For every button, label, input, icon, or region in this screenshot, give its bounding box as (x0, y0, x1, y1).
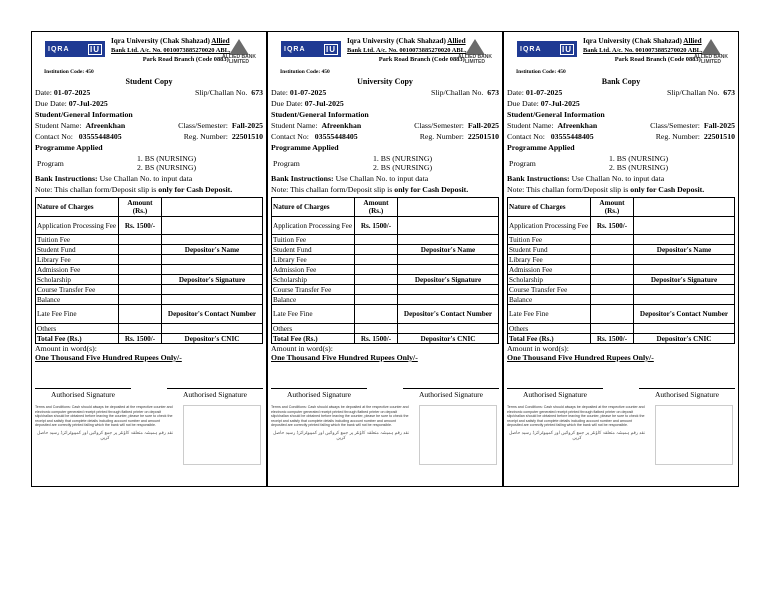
fee-name: Application Processing Fee (272, 217, 355, 235)
depositor-name-label: Depositor's Name (634, 245, 735, 255)
institution-code: Institution Code: 450 (516, 69, 566, 75)
fee-name: Student Fund (508, 245, 591, 255)
table-row (36, 235, 263, 245)
name-value: Afreenkhan (557, 121, 598, 130)
header-charges: Nature of Charges (508, 198, 591, 217)
allied-suffix: Allied (447, 37, 466, 45)
fee-name: Balance (36, 295, 119, 305)
iqra-university-logo (281, 41, 341, 57)
due-row (271, 98, 499, 109)
total-label: Total Fee (Rs.) (272, 334, 355, 344)
contact-label: Contact No: (271, 132, 309, 141)
fee-name: Course Transfer Fee (272, 285, 355, 295)
challan-copy (503, 31, 739, 487)
programme-title: Programme Applied (507, 143, 575, 152)
table-row (272, 275, 499, 285)
fee-amount: Rs. 1500/- (355, 217, 398, 235)
challan-header (507, 35, 735, 69)
table-row (36, 324, 263, 334)
fee-amount: Rs. 1500/- (119, 217, 162, 235)
fee-table (507, 197, 735, 344)
words-label: Amount in word(s): (271, 344, 333, 353)
allied-bank-name: ALLIED BANK LIMITED (458, 54, 492, 65)
class-label: Class/Semester: (650, 121, 700, 130)
table-row (272, 255, 499, 265)
table-row (272, 265, 499, 275)
total-amount: Rs. 1500/- (119, 334, 162, 344)
fee-table (35, 197, 263, 344)
fee-name: Late Fee Fine (36, 305, 119, 324)
contact-row (35, 131, 263, 142)
fee-name: Application Processing Fee (508, 217, 591, 235)
table-row (508, 235, 735, 245)
date-value: 01-07-2025 (289, 88, 327, 97)
table-row (508, 255, 735, 265)
challan-header (35, 35, 263, 69)
university-name: Iqra University (Chak Shahzad) (583, 37, 682, 45)
table-row (36, 305, 263, 324)
contact-row (271, 131, 499, 142)
class-label: Class/Semester: (178, 121, 228, 130)
iqra-logo-text: IQRA (284, 45, 306, 53)
bank-instructions-text: Use Challan No. to input data (335, 174, 429, 183)
bank-instructions-text: Use Challan No. to input data (571, 174, 665, 183)
institution-code: Institution Code: 450 (44, 69, 94, 75)
bank-instructions-label: Bank Instructions: (271, 174, 334, 183)
words-label: Amount in word(s): (507, 344, 569, 353)
iu-logo-text: IU (562, 44, 572, 54)
date-row (35, 87, 263, 98)
program-option-1: 1. BS (NURSING) (137, 154, 197, 163)
fee-name: Tuition Fee (508, 235, 591, 245)
allied-suffix: Allied (683, 37, 702, 45)
fee-name: Others (508, 324, 591, 334)
challan-sheet (31, 31, 740, 487)
date-label: Date: (271, 88, 288, 97)
name-row (271, 120, 499, 131)
challan-value: 673 (251, 88, 263, 97)
table-row (508, 275, 735, 285)
depositor-contact-label: Depositor's Contact Number (162, 305, 263, 324)
date-row (507, 87, 735, 98)
signature-row (507, 388, 735, 399)
cash-deposit-note (271, 184, 499, 195)
challan-copy (31, 31, 267, 487)
allied-bank-icon (465, 39, 485, 55)
terms-block (35, 405, 263, 465)
table-row (36, 217, 263, 235)
words-value: One Thousand Five Hundred Rupees Only/- (271, 353, 418, 362)
challan-value: 673 (487, 88, 499, 97)
due-row (507, 98, 735, 109)
challan-copy (267, 31, 503, 487)
table-row (36, 275, 263, 285)
fee-name: Others (36, 324, 119, 334)
name-label: Student Name: (35, 121, 82, 130)
header-amount: Amount (Rs.) (119, 198, 162, 217)
reg-value: 22501510 (231, 132, 263, 141)
words-value: One Thousand Five Hundred Rupees Only/- (507, 353, 654, 362)
challan-label: Slip/Challan No. (666, 88, 720, 97)
allied-bank-name: ALLIED BANK LIMITED (222, 54, 256, 65)
student-info-title: Student/General Information (35, 110, 133, 119)
authorised-signature-2: Authorised Signature (403, 388, 499, 399)
terms-text (271, 405, 411, 465)
fee-name: Others (272, 324, 355, 334)
allied-bank-icon (701, 39, 721, 55)
terms-text (35, 405, 175, 465)
copy-type: Student Copy (125, 77, 173, 86)
iu-logo-text: IU (90, 44, 100, 54)
contact-value: 03555448405 (314, 132, 358, 141)
urdu-note: نقد رقم ہمیشہ متعلقہ کاؤنٹر پر جمع کروائیں اور کمپیوٹرائزڈ رسید حاصل کریں (36, 429, 174, 440)
fee-table (271, 197, 499, 344)
table-row (508, 245, 735, 255)
fee-name: Library Fee (36, 255, 119, 265)
total-label: Total Fee (Rs.) (508, 334, 591, 344)
amount-in-words (35, 344, 263, 362)
fee-name: Course Transfer Fee (508, 285, 591, 295)
table-row (272, 235, 499, 245)
header-blank (634, 198, 735, 217)
table-row (508, 295, 735, 305)
terms-block (271, 405, 499, 465)
name-label: Student Name: (271, 121, 318, 130)
fee-table-header (272, 198, 499, 217)
note-bold: only for Cash Deposit. (158, 185, 233, 194)
challan-value: 673 (723, 88, 735, 97)
authorised-signature-1: Authorised Signature (271, 388, 367, 399)
reg-label: Reg. Number: (655, 132, 700, 141)
contact-label: Contact No: (35, 132, 73, 141)
program-row (271, 153, 499, 173)
allied-bank-logo (457, 39, 493, 67)
header-blank (162, 198, 263, 217)
bank-instructions (271, 173, 499, 184)
copy-type: University Copy (357, 77, 413, 86)
name-value: Afreenkhan (321, 121, 362, 130)
table-row (272, 324, 499, 334)
fee-table-header (508, 198, 735, 217)
bank-instructions (35, 173, 263, 184)
authorised-signature-2: Authorised Signature (167, 388, 263, 399)
program-option-2: 2. BS (NURSING) (609, 163, 669, 172)
total-label: Total Fee (Rs.) (36, 334, 119, 344)
branch-name: Park Road Branch (Code 0883) (142, 56, 229, 63)
student-info-title: Student/General Information (271, 110, 369, 119)
table-row (508, 217, 735, 235)
cash-deposit-note (35, 184, 263, 195)
copy-type: Bank Copy (601, 77, 641, 86)
header-amount: Amount (Rs.) (355, 198, 398, 217)
fee-name: Balance (272, 295, 355, 305)
due-value: 07-Jul-2025 (68, 99, 108, 108)
contact-value: 03555448405 (78, 132, 122, 141)
branch-name: Park Road Branch (Code 0883) (378, 56, 465, 63)
cash-deposit-note (507, 184, 735, 195)
depositor-signature-label: Depositor's Signature (634, 275, 735, 285)
table-row (36, 285, 263, 295)
words-value: One Thousand Five Hundred Rupees Only/- (35, 353, 182, 362)
signature-row (271, 388, 499, 399)
table-row (508, 324, 735, 334)
name-row (35, 120, 263, 131)
name-value: Afreenkhan (85, 121, 126, 130)
fee-amount: Rs. 1500/- (591, 217, 634, 235)
iu-logo-text: IU (326, 44, 336, 54)
program-label: Program (273, 158, 300, 168)
account-number: Bank Ltd. A/c. No. 0010073885270020 ABL, (583, 47, 703, 54)
urdu-note: نقد رقم ہمیشہ متعلقہ کاؤنٹر پر جمع کروائیں اور کمپیوٹرائزڈ رسید حاصل کریں (272, 429, 410, 440)
date-label: Date: (507, 88, 524, 97)
bank-instructions-text: Use Challan No. to input data (99, 174, 193, 183)
program-label: Program (37, 158, 64, 168)
student-info-title: Student/General Information (507, 110, 605, 119)
fee-name: Late Fee Fine (508, 305, 591, 324)
contact-value: 03555448405 (550, 132, 594, 141)
total-amount: Rs. 1500/- (591, 334, 634, 344)
depositor-signature-label: Depositor's Signature (398, 275, 499, 285)
due-label: Due Date: (507, 99, 539, 108)
programme-title: Programme Applied (35, 143, 103, 152)
depositor-name-label: Depositor's Name (162, 245, 263, 255)
due-value: 07-Jul-2025 (304, 99, 344, 108)
reg-label: Reg. Number: (183, 132, 228, 141)
fee-name: Student Fund (36, 245, 119, 255)
class-value: Fall-2025 (467, 121, 499, 130)
fee-table-header (36, 198, 263, 217)
table-row (272, 295, 499, 305)
bank-account-details (583, 37, 703, 64)
name-row (507, 120, 735, 131)
date-value: 01-07-2025 (53, 88, 91, 97)
table-row (36, 245, 263, 255)
bank-instructions (507, 173, 735, 184)
fee-name: Application Processing Fee (36, 217, 119, 235)
table-row (508, 285, 735, 295)
authorised-signature-1: Authorised Signature (35, 388, 131, 399)
bank-instructions-label: Bank Instructions: (35, 174, 98, 183)
table-row (36, 255, 263, 265)
program-row (507, 153, 735, 173)
signature-row (35, 388, 263, 399)
branch-name: Park Road Branch (Code 0883) (614, 56, 701, 63)
university-name: Iqra University (Chak Shahzad) (347, 37, 446, 45)
fee-name: Tuition Fee (36, 235, 119, 245)
university-name: Iqra University (Chak Shahzad) (111, 37, 210, 45)
table-row (272, 334, 499, 344)
contact-row (507, 131, 735, 142)
amount-in-words (507, 344, 735, 362)
table-row (272, 285, 499, 295)
iqra-university-logo (45, 41, 105, 57)
program-row (35, 153, 263, 173)
contact-label: Contact No: (507, 132, 545, 141)
depositor-contact-label: Depositor's Contact Number (398, 305, 499, 324)
terms-text (507, 405, 647, 465)
program-label: Program (509, 158, 536, 168)
fee-name: Library Fee (508, 255, 591, 265)
header-charges: Nature of Charges (272, 198, 355, 217)
bank-instructions-label: Bank Instructions: (507, 174, 570, 183)
terms-conditions: Terms and Conditions: Cash should always be deposited at the respective counter and electronic computer generated receipt printed through flatbed printer on deposit slip/challan should be obtained before leaving the counter, please be sure to check the receipt and satisfy that complete details including account number and amount deposited are correctly printed failing which the bank will not be responsible. (35, 405, 173, 428)
bank-stamp-box (183, 405, 261, 465)
class-value: Fall-2025 (703, 121, 735, 130)
allied-bank-logo (693, 39, 729, 67)
fee-name: Late Fee Fine (272, 305, 355, 324)
programme-title: Programme Applied (271, 143, 339, 152)
depositor-cnic-label: Depositor's CNIC (162, 334, 263, 344)
note-bold: only for Cash Deposit. (630, 185, 705, 194)
due-value: 07-Jul-2025 (540, 99, 580, 108)
table-row (36, 334, 263, 344)
program-option-2: 2. BS (NURSING) (373, 163, 433, 172)
depositor-contact-label: Depositor's Contact Number (634, 305, 735, 324)
program-option-1: 1. BS (NURSING) (609, 154, 669, 163)
challan-header (271, 35, 499, 69)
table-row (36, 295, 263, 305)
depositor-cnic-label: Depositor's CNIC (398, 334, 499, 344)
header-amount: Amount (Rs.) (591, 198, 634, 217)
program-option-2: 2. BS (NURSING) (137, 163, 197, 172)
allied-bank-logo (221, 39, 257, 67)
note-bold: only for Cash Deposit. (394, 185, 469, 194)
fee-name: Tuition Fee (272, 235, 355, 245)
due-label: Due Date: (271, 99, 303, 108)
date-row (271, 87, 499, 98)
authorised-signature-1: Authorised Signature (507, 388, 603, 399)
iqra-logo-text: IQRA (48, 45, 70, 53)
fee-name: Scholarship (36, 275, 119, 285)
note-text: Note: This challan form/Deposit slip is (271, 185, 393, 194)
due-label: Due Date: (35, 99, 67, 108)
fee-name: Course Transfer Fee (36, 285, 119, 295)
fee-name: Admission Fee (508, 265, 591, 275)
institution-code: Institution Code: 450 (280, 69, 330, 75)
note-text: Note: This challan form/Deposit slip is (507, 185, 629, 194)
class-label: Class/Semester: (414, 121, 464, 130)
fee-name: Admission Fee (272, 265, 355, 275)
bank-stamp-box (655, 405, 733, 465)
fee-name: Student Fund (272, 245, 355, 255)
total-amount: Rs. 1500/- (355, 334, 398, 344)
reg-value: 22501510 (703, 132, 735, 141)
fee-name: Library Fee (272, 255, 355, 265)
program-option-1: 1. BS (NURSING) (373, 154, 433, 163)
amount-in-words (271, 344, 499, 362)
date-label: Date: (35, 88, 52, 97)
depositor-name-label: Depositor's Name (398, 245, 499, 255)
header-blank (398, 198, 499, 217)
header-charges: Nature of Charges (36, 198, 119, 217)
fee-name: Admission Fee (36, 265, 119, 275)
fee-name: Scholarship (272, 275, 355, 285)
iqra-university-logo (517, 41, 577, 57)
allied-bank-name: ALLIED BANK LIMITED (694, 54, 728, 65)
reg-label: Reg. Number: (419, 132, 464, 141)
table-row (508, 305, 735, 324)
due-row (35, 98, 263, 109)
name-label: Student Name: (507, 121, 554, 130)
table-row (272, 305, 499, 324)
bank-stamp-box (419, 405, 497, 465)
bank-account-details (111, 37, 231, 64)
table-row (272, 217, 499, 235)
challan-label: Slip/Challan No. (430, 88, 484, 97)
table-row (36, 265, 263, 275)
account-number: Bank Ltd. A/c. No. 0010073885270020 ABL, (111, 47, 231, 54)
account-number: Bank Ltd. A/c. No. 0010073885270020 ABL, (347, 47, 467, 54)
date-value: 01-07-2025 (525, 88, 563, 97)
allied-suffix: Allied (211, 37, 230, 45)
terms-conditions: Terms and Conditions: Cash should always be deposited at the respective counter and electronic computer generated receipt printed through flatbed printer on deposit slip/challan should be obtained before leaving the counter, please be sure to check the receipt and satisfy that complete details including account number and amount deposited are correctly printed failing which the bank will not be responsible. (271, 405, 409, 428)
bank-account-details (347, 37, 467, 64)
table-row (508, 265, 735, 275)
challan-label: Slip/Challan No. (194, 88, 248, 97)
allied-bank-icon (229, 39, 249, 55)
class-value: Fall-2025 (231, 121, 263, 130)
note-text: Note: This challan form/Deposit slip is (35, 185, 157, 194)
terms-conditions: Terms and Conditions: Cash should always be deposited at the respective counter and electronic computer generated receipt printed through flatbed printer on deposit slip/challan should be obtained before leaving the counter, please be sure to check the receipt and satisfy that complete details including account number and amount deposited are correctly printed failing which the bank will not be responsible. (507, 405, 645, 428)
fee-name: Scholarship (508, 275, 591, 285)
reg-value: 22501510 (467, 132, 499, 141)
iqra-logo-text: IQRA (520, 45, 542, 53)
terms-block (507, 405, 735, 465)
table-row (272, 245, 499, 255)
urdu-note: نقد رقم ہمیشہ متعلقہ کاؤنٹر پر جمع کروائیں اور کمپیوٹرائزڈ رسید حاصل کریں (508, 429, 646, 440)
table-row (508, 334, 735, 344)
fee-name: Balance (508, 295, 591, 305)
depositor-signature-label: Depositor's Signature (162, 275, 263, 285)
authorised-signature-2: Authorised Signature (639, 388, 735, 399)
depositor-cnic-label: Depositor's CNIC (634, 334, 735, 344)
words-label: Amount in word(s): (35, 344, 97, 353)
